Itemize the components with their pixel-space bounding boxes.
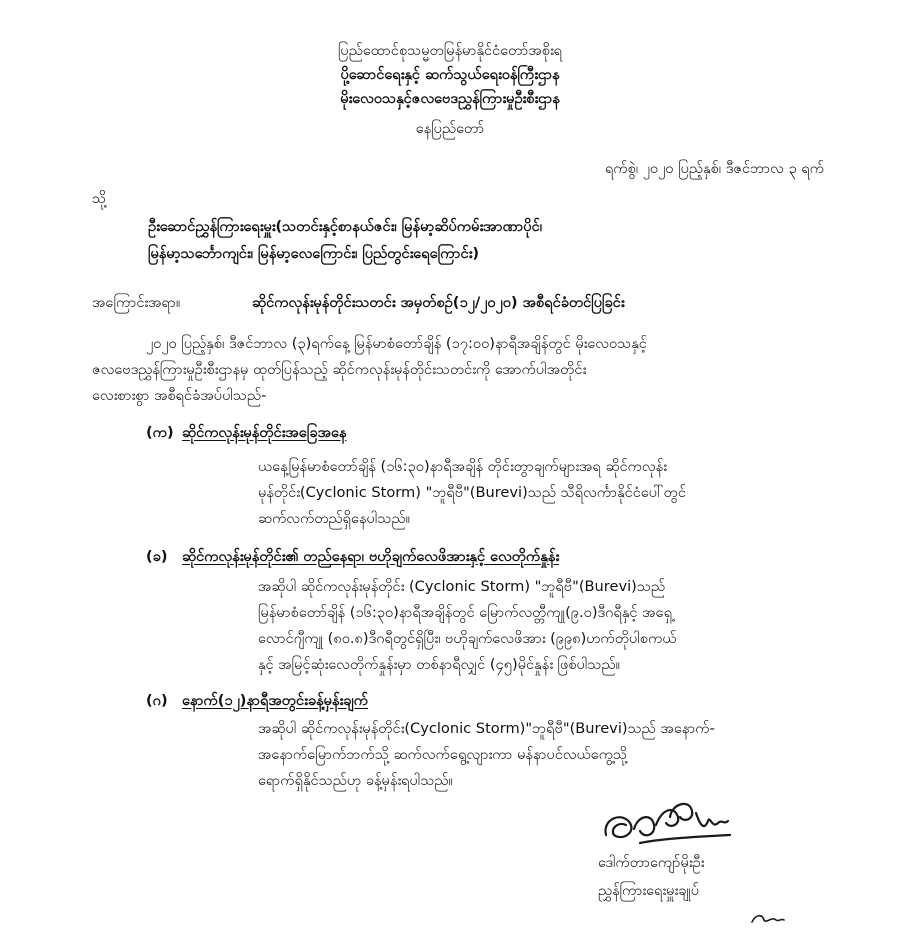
section-text-line: အဆိုပါ ဆိုင်ကလုန်းမုန်တိုင်း(Cyclonic Storm)"ဘူရီဗီ"(Burevi)သည် အနောက်- xyxy=(258,720,715,737)
to-label: သို့ xyxy=(92,190,107,207)
intro-line-2: ဇလဗေဒညွှန်ကြားမှုဦးစီးဌာနမှ ထုတ်ပြန်သည့် ဆိုင်ကလုန်းမုန်တိုင်းသတင်းကို အောက်ပါအတိုင်း xyxy=(92,361,587,378)
section-heading: ဆိုင်ကလုန်းမုန်တိုင်းအခြေအနေ xyxy=(182,424,347,441)
section-text-line: ယနေ့မြန်မာစံတော်ချိန် (၁၆:၃၀)နာရီအချိန် တိုင်းတွာချက်များအရ ဆိုင်ကလုန်း xyxy=(258,458,667,475)
section-heading: ဆိုင်ကလုန်းမုန်တိုင်း၏ တည်နေရာ၊ ဗဟိုချက်လေဖိအားနှင့် လေတိုက်နှုန်း xyxy=(182,548,560,565)
section-text-line: ဆက်လက်တည်ရှိနေပါသည်။ xyxy=(258,510,411,527)
section-heading: နောက်(၁၂)နာရီအတွင်းခန့်မှန်းချက် xyxy=(182,692,368,709)
section-text-line: နှင့် အမြင့်ဆုံးလေတိုက်နှုန်းမှာ တစ်နာရီလျှင် (၄၅)မိုင်နှုန်း ဖြစ်ပါသည်။ xyxy=(258,656,621,673)
header-department: မိုးလေဝသနှင့်ဇလဗေဒညွှန်ကြားမှုဦးစီးဌာန xyxy=(340,90,560,107)
intro-line-1: ၂၀၂၀ ပြည့်နှစ်၊ ဒီဇင်ဘာလ (၃)ရက်နေ့ မြန်မာစံတော်ချိန် (၁၇:၀၀)နာရီအချိန်တွင် မိုးလေဝသနှင့် xyxy=(146,335,647,352)
addressee-line-2: မြန်မာ့သင်္ဘောကျင်း၊ မြန်မာ့လေကြောင်း၊ ပြည်တွင်းရေကြောင်း) xyxy=(148,245,480,262)
addressee-line-1: ဦးဆောင်ညွှန်ကြားရေးမှူး(သတင်းနှင့်စာနယ်ဇင်း၊ မြန်မာ့ဆိပ်ကမ်းအာဏာပိုင်၊ xyxy=(148,218,542,235)
section-text-line: အဆိုပါ ဆိုင်ကလုန်းမုန်တိုင်း (Cyclonic Storm) "ဘူရီဗီ"(Burevi)သည် xyxy=(258,578,666,595)
section-text-line: အနောက်မြောက်ဘက်သို့ ဆက်လက်ရွေ့လျားကာ မန်နာပင်လယ်ကွေ့သို့ xyxy=(258,746,628,763)
signatory-name: ဒေါက်တာကျော်မိုးဦး xyxy=(598,854,705,871)
section-text-line: မြန်မာစံတော်ချိန် (၁၆:၃၀)နာရီအချိန်တွင် မြောက်လတ္တီကျု(၉.၀)ဒီဂရီနှင့် အရှေ့ xyxy=(258,604,673,621)
signatory-title: ညွှန်ကြားရေးမှူးချုပ် xyxy=(598,882,700,899)
header-ministry: ပို့ဆောင်ရေးနှင့် ဆက်သွယ်ရေးဝန်ကြီးဌာန xyxy=(340,66,560,83)
header-city: နေပြည်တော် xyxy=(415,120,485,137)
section-text-line: ရောက်ရှိနိုင်သည်ဟု ခန့်မှန်းရပါသည်။ xyxy=(258,772,453,789)
initial-mark-image xyxy=(748,912,788,928)
subject-text: ဆိုင်ကလုန်းမုန်တိုင်းသတင်း အမှတ်စဉ်(၁၂/၂၀၂၀) အစီရင်ခံတင်ပြခြင်း xyxy=(252,294,625,311)
reference-date: ရက်စွဲ၊ ၂၀၂၀ ပြည့်နှစ်၊ ဒီဇင်ဘာလ ၃ ရက် xyxy=(604,160,824,177)
section-text-line: မုန်တိုင်း(Cyclonic Storm) "ဘူရီဗီ"(Burevi)သည် သီရိလင်္ကာနိုင်ငံပေါ်တွင် xyxy=(258,484,686,501)
intro-line-3: လေးစားစွာ အစီရင်ခံအပ်ပါသည်- xyxy=(92,387,267,404)
section-marker: (က) xyxy=(146,424,174,441)
section-marker: (ခ) xyxy=(146,548,168,565)
subject-label: အကြောင်းအရာ။ xyxy=(92,294,181,311)
signature-image xyxy=(600,795,750,851)
header-government: ပြည်ထောင်စုသမ္မတမြန်မာနိုင်ငံတော်အစိုးရ xyxy=(337,42,563,59)
section-text-line: လောင်ဂျီကျု (၈၀.၈)ဒီဂရီတွင်ရှိပြီး၊ ဗဟိုချက်လေဖိအား (၉၉၈)ဟက်တိုပါစကယ် xyxy=(258,630,677,647)
section-marker: (ဂ) xyxy=(146,692,168,709)
